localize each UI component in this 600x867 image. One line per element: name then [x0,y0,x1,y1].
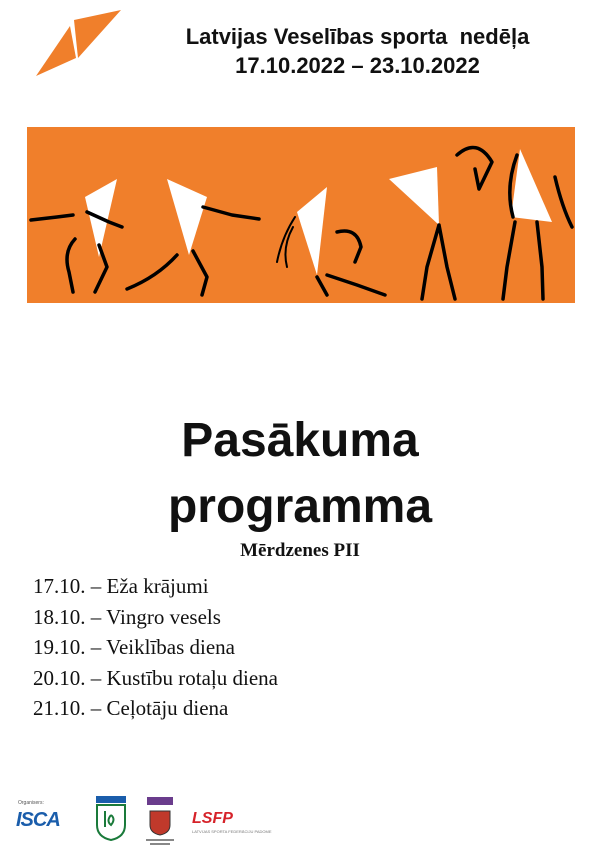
event-title: Latvijas Veselības sporta nedēļa [185,24,530,49]
schedule-list [33,571,278,724]
ministry-emblem-icon [142,797,178,847]
schedule-item: 19.10. – Veiklības diena [33,635,236,659]
title-line-1: Pasākuma [181,414,419,467]
schedule-item: 17.10. – Eža krājumi [33,574,209,598]
banner-illustration [27,127,575,303]
schedule-item: 20.10. – Kustību rotaļu diena [33,665,278,690]
week-logo-icon [26,8,122,80]
sponsor-logos [12,795,312,850]
lsfp-logo: LSFP [192,810,233,827]
event-header [130,22,585,80]
organizer-name: Mērdzenes PII [240,540,360,561]
isca-logo: ISCA [16,809,60,831]
lisa-shield-icon [94,795,128,841]
lsfp-caption: LATVIJAS SPORTA FEDERĀCIJU PADOME [192,829,272,834]
title-line-2: programma [167,480,433,533]
isca-caption: Organisers: [18,800,44,806]
schedule-item: 21.10. – Ceļotāju diena [33,696,229,720]
exercising-figures-icon [27,127,575,303]
schedule-item: 18.10. – Vingro vesels [33,604,221,629]
program-title [0,408,600,540]
event-dates: 17.10.2022 – 23.10.2022 [235,53,480,78]
